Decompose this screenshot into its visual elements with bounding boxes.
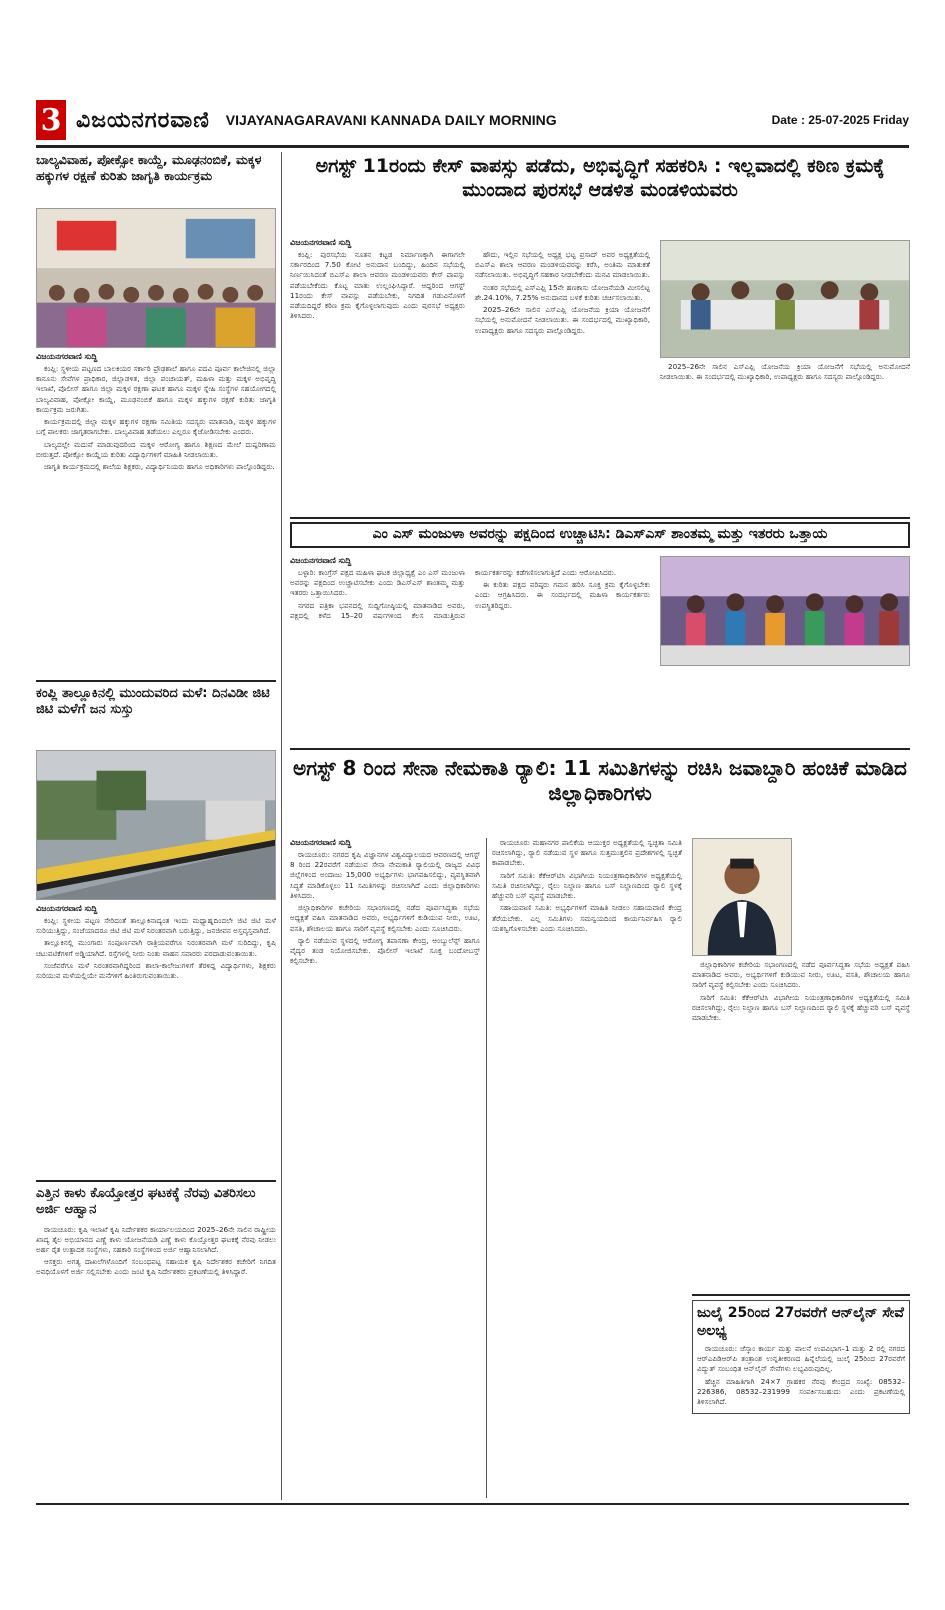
byline: ವಿಜಯನಗರವಾಣಿ ಸುದ್ದಿ <box>290 556 352 565</box>
paragraph: ಹೆಚ್ಚಿನ ಮಾಹಿತಿಗಾಗಿ 24×7 ಗ್ರಾಹಕರ ನೆರವು ಕೇಂದ್ರದ ಸಂಖ್ಯೆ: 08532–226386, 08532–231999 ಸಂಪರ್ಕಿಸಬಹುದು ಎಂದು ಪ್ರಕಟಣೆಯಲ್ಲಿ ತಿಳಿಸಲಾಗಿದೆ. <box>697 1376 905 1407</box>
divider <box>36 1180 276 1182</box>
story-lead-body <box>290 238 650 336</box>
paper-name-kannada: ವಿಜಯನಗರವಾಣಿ <box>76 107 210 133</box>
paragraph: ಕಂಪ್ಲಿ: ಸ್ಥಳೀಯ ಪಟ್ಟಣ ಸೇರಿದಂತೆ ತಾಲ್ಲೂಕಿನಾದ್ಯಂತ ಇಂದು ಮಧ್ಯಾಹ್ನದಿಂದಲೇ ಜಿಟಿ ಜಿಟಿ ಮಳೆ ಸುರಿಯುತ್ತಿದ್ದು, ಸಂಜೆಯಾದರೂ ಜಿಟಿ ಜಿಟಿ ಮಳೆ ನಿರಂತರವಾಗಿ ಬರುತ್ತಿದ್ದು, ಜನಜೀವನ ಅಸ್ತವ್ಯಸ್ತವಾಗಿದೆ. <box>36 916 276 936</box>
issue-date: Date : 25-07-2025 Friday <box>771 113 909 127</box>
page-number: 3 <box>36 100 66 140</box>
paragraph: 2025–26ನೇ ಸಾಲಿನ ಎಸ್ಎಫ್ಸಿ ಯೋಜನೆಯ ಕ್ರಿಯಾ ಯೋಜನೆಗೆ ಸಭೆಯಲ್ಲಿ ಅನುಮೋದನೆ ನೀಡಲಾಯಿತು. ಈ ಸಂದರ್ಭದಲ್ಲಿ ಮುಖ್ಯಾಧಿಕಾರಿ, ಉಪಾಧ್ಯಕ್ಷರು ಹಾಗೂ ಸದಸ್ಯರು ಪಾಲ್ಗೊಂಡಿದ್ದರು. <box>660 362 910 382</box>
story-rain-body <box>36 904 276 983</box>
paragraph: ಈ ಕುರಿತು ಪಕ್ಷದ ವರಿಷ್ಠರು ಗಮನ ಹರಿಸಿ ಸೂಕ್ತ ಕ್ರಮ ಕೈಗೊಳ್ಳಬೇಕು ಎಂದು ಆಗ್ರಹಿಸಿದರು. ಈ ಸಂದರ್ಭದಲ್ಲಿ ಮಹಿಳಾ ಕಾರ್ಯಕರ್ತರು ಉಪಸ್ಥಿತರಿದ್ದರು. <box>475 580 650 610</box>
paragraph: ಜಿಲ್ಲಾಧಿಕಾರಿಗಳ ಕಚೇರಿಯ ಸಭಾಂಗಣದಲ್ಲಿ ನಡೆದ ಪೂರ್ವಸಿದ್ಧತಾ ಸಭೆಯ ಅಧ್ಯಕ್ಷತೆ ವಹಿಸಿ ಮಾತನಾಡಿದ ಅವರು, ಅಭ್ಯರ್ಥಿಗಳಿಗೆ ಕುಡಿಯುವ ನೀರು, ಊಟ, ವಸತಿ, ಶೌಚಾಲಯ ಹಾಗೂ ಸಾರಿಗೆ ವ್ಯವಸ್ಥೆ ಕಲ್ಪಿಸಬೇಕು ಎಂದು ಸೂಚಿಸಿದರು. <box>692 960 910 990</box>
story-online <box>692 1300 910 1414</box>
photo-press-meet <box>660 556 910 666</box>
story-rally-col-2 <box>492 838 682 936</box>
paragraph: ನಗರದ ಪತ್ರಿಕಾ ಭವನದಲ್ಲಿ ಸುದ್ದಿಗೋಷ್ಠಿಯಲ್ಲಿ ಮಾತನಾಡಿದ ಅವರು, ಪಕ್ಷದಲ್ಲಿ ಕಳೆದ 15–20 ವರ್ಷಗಳಿಂದ ಕೆಲಸ ಮಾಡುತ್ತಿರುವ ಕಾರ್ಯಕರ್ತರನ್ನು ಕಡೆಗಣಿಸಲಾಗುತ್ತಿದೆ ಎಂದು ಆರೋಪಿಸಿದರು. <box>290 568 617 620</box>
story-manjula <box>290 522 910 548</box>
story-rally <box>290 756 910 806</box>
headline: ಕಂಪ್ಲಿ ತಾಲ್ಲೂಕಿನಲ್ಲಿ ಮುಂದುವರಿದ ಮಳೆ: ದಿನವಿಡೀ ಜಿಟಿ ಜಿಟಿ ಮಳೆಗೆ ಜನ ಸುಸ್ತು <box>36 686 270 718</box>
headline: ಅಗಸ್ಟ್ 8 ರಿಂದ ಸೇನಾ ನೇಮಕಾತಿ ರ್‍ಯಾಲಿ: 11 ಸಮಿತಿಗಳನ್ನು ರಚಿಸಿ ಜವಾಬ್ದಾರಿ ಹಂಚಿಕೆ ಮಾಡಿದ ಜಿಲ್ಲಾಧಿಕಾರಿಗಳು <box>293 756 907 805</box>
photo-awareness-program <box>36 208 276 348</box>
headline: ಅಗಸ್ಟ್ 11ರಂದು ಕೇಸ್ ವಾಪಸ್ಸು ಪಡೆದು, ಅಭಿವೃದ್ಧಿಗೆ ಸಹಕರಿಸಿ : ಇಲ್ಲವಾದಲ್ಲಿ ಕಠಿಣ ಕ್ರಮಕ್ಕೆ ಮುಂದಾದ ಪುರಸಭೆ ಆಡಳಿತ ಮಂಡಳಿಯವರು <box>315 155 885 201</box>
paragraph: ರ್‍ಯಾಲಿ ನಡೆಯುವ ಸ್ಥಳದಲ್ಲಿ ಆರೋಗ್ಯ ತಪಾಸಣಾ ಕೇಂದ್ರ, ಆಂಬ್ಯುಲೆನ್ಸ್ ಹಾಗೂ ವೈದ್ಯರ ತಂಡ ನಿಯೋಜಿಸಬೇಕು. ಪೊಲೀಸ್ ಇಲಾಖೆ ಸೂಕ್ತ ಬಂದೋಬಸ್ತ್ ಕಲ್ಪಿಸಬೇಕು. <box>290 935 480 966</box>
divider <box>290 748 910 750</box>
headline: ಎತ್ತಿನ ಕಾಳು ಕೊಯ್ತೋತ್ತರ ಘಟಕಕ್ಕೆ ನೆರವು ವಿತರಿಸಲು ಅರ್ಜಿ ಆಹ್ವಾನ <box>36 1186 256 1218</box>
paragraph: ಹೌದು, ಇಲ್ಲಿನ ಸಭೆಯಲ್ಲಿ ಅಧ್ಯಕ್ಷ ಭಟ್ಟ ಪ್ರಸಾದ್ ಅವರ ಅಧ್ಯಕ್ಷತೆಯಲ್ಲಿ ಬಿಎಸ್ಎ ಶಾಲಾ ಆವರಣ ಮಂಡಳಿಯವರನ್ನು ಕರೆಸಿ, ಅಂತಿಮ ಮಾತುಕತೆ ನಡೆಸಲಾಯಿತು. ಅಭಿವೃದ್ಧಿಗೆ ಸಹಕಾರ ನೀಡಬೇಕೆಂದು ಮನವಿ ಮಾಡಲಾಯಿತು. <box>475 250 650 280</box>
story-oxen <box>36 1186 276 1280</box>
paper-name-english: VIJAYANAGARAVANI KANNADA DAILY MORNING <box>225 112 557 128</box>
byline: ವಿಜಯನಗರವಾಣಿ ಸುದ್ದಿ <box>290 838 352 847</box>
column-divider <box>486 838 487 1498</box>
byline: ವಿಜಯನಗರವಾಣಿ ಸುದ್ದಿ <box>36 904 98 913</box>
paragraph: 2025–26ನೇ ಸಾಲಿನ ಎಸ್ಎಫ್ಸಿ ಯೋಜನೆಯ ಕ್ರಿಯಾ ಯೋಜನೆಗೆ ಸಭೆಯಲ್ಲಿ ಅನುಮೋದನೆ ನೀಡಲಾಯಿತು. ಈ ಸಂದರ್ಭದಲ್ಲಿ ಮುಖ್ಯಾಧಿಕಾರಿ, ಉಪಾಧ್ಯಕ್ಷರು ಹಾಗೂ ಸದಸ್ಯರು ಪಾಲ್ಗೊಂಡಿದ್ದರು. <box>475 305 650 335</box>
column-divider <box>281 152 282 1500</box>
masthead-rule <box>36 145 909 148</box>
photo-council-meeting <box>660 240 910 358</box>
paragraph: ಬಳ್ಳಾರಿ: ಕಾಂಗ್ರೆಸ್ ಪಕ್ಷದ ಮಹಿಳಾ ಘಟಕ ಜಿಲ್ಲಾಧ್ಯಕ್ಷೆ ಎಂ ಎಸ್ ಮಂಜುಳಾ ಅವರನ್ನು ಪಕ್ಷದಿಂದ ಉಚ್ಚಾಟಿಸಬೇಕು ಎಂದು ಡಿಎಸ್‌ಎಸ್ ಶಾಂತಮ್ಮ ಮತ್ತು ಇತರರು ಒತ್ತಾಯಿಸಿದರು. <box>290 568 465 598</box>
paragraph: ಆಸಕ್ತರು ಅಗತ್ಯ ದಾಖಲೆಗಳೊಂದಿಗೆ ಸಂಬಂಧಪಟ್ಟ ಸಹಾಯಕ ಕೃಷಿ ನಿರ್ದೇಶಕರ ಕಚೇರಿಗೆ ನಿಗದಿತ ಅವಧಿಯೊಳಗೆ ಅರ್ಜಿ ಸಲ್ಲಿಸಬೇಕು ಎಂದು ಜಂಟಿ ಕೃಷಿ ನಿರ್ದೇಶಕರು ಪ್ರಕಟಣೆಯಲ್ಲಿ ತಿಳಿಸಿದ್ದಾರೆ. <box>36 1257 276 1277</box>
paragraph: ಕಂಪ್ಲಿ: ಪುರಸಭೆಯ ನೂತನ ಕಟ್ಟಡ ನಿರ್ಮಾಣಕ್ಕಾಗಿ ಈಗಾಗಲೇ ಸರ್ಕಾರದಿಂದ 7.50 ಕೋಟಿ ಅನುದಾನ ಬಂದಿದ್ದು, ಹಿಂದಿನ ಸಭೆಯಲ್ಲಿ ನಿರ್ಣಯಿಸಿದಂತೆ ಬಿಎಸ್ಎ ಶಾಲಾ ಆವರಣ ಮಂಡಳಿಯವರು ಕೇಸ್ ವಾಪಸ್ಸು ಪಡೆಯಬೇಕೆಂದು ಕೊಟ್ಟ ಮಾತು ಉಲ್ಲಂಘಿಸಿದ್ದಾರೆ. ಆದ್ದರಿಂದ ಆಗಸ್ಟ್ 11ರಂದು ಕೇಸ್ ವಾಪಸ್ಸು ಪಡೆಯಬೇಕು, ನಿಗದಿತ ಗಡುವಿನೊಳಗೆ ಪಡೆಯದಿದ್ದರೆ ಕಠಿಣ ಕ್ರಮ ಕೈಗೊಳ್ಳಲಾಗುವುದು ಎಂದು ಪುರಸಭೆ ಅಧ್ಯಕ್ಷರು ತಿಳಿಸಿದರು. <box>290 250 465 321</box>
paragraph: ಸಾರಿಗೆ ಸಮಿತಿ: ಕೆಕೆಆರ್‌ಟಿಸಿ ವಿಭಾಗೀಯ ನಿಯಂತ್ರಣಾಧಿಕಾರಿಗಳ ಅಧ್ಯಕ್ಷತೆಯಲ್ಲಿ ಸಮಿತಿ ರಚಿಸಲಾಗಿದ್ದು, ರೈಲು ನಿಲ್ದಾಣ ಹಾಗೂ ಬಸ್ ನಿಲ್ದಾಣದಿಂದ ರ್‍ಯಾಲಿ ಸ್ಥಳಕ್ಕೆ ಹೆಚ್ಚುವರಿ ಬಸ್ ವ್ಯವಸ್ಥೆ ಮಾಡಬೇಕು. <box>492 870 682 901</box>
story-lead <box>290 155 910 203</box>
paragraph: ರಾಯಚೂರು ಮಹಾನಗರ ಪಾಲಿಕೆಯ ಆಯುಕ್ತರ ಅಧ್ಯಕ್ಷತೆಯಲ್ಲಿ ಸ್ವಚ್ಛತಾ ಸಮಿತಿ ರಚಿಸಲಾಗಿದ್ದು, ರ್‍ಯಾಲಿ ನಡೆಯುವ ಸ್ಥಳ ಹಾಗೂ ಸುತ್ತಮುತ್ತಲಿನ ಪ್ರದೇಶಗಳಲ್ಲಿ ಸ್ವಚ್ಛತೆ ಕಾಪಾಡಬೇಕು. <box>492 838 682 868</box>
paragraph: ಕಾರ್ಯಕ್ರಮದಲ್ಲಿ ಜಿಲ್ಲಾ ಮಕ್ಕಳ ಹಕ್ಕುಗಳ ರಕ್ಷಣಾ ಸಮಿತಿಯ ಸದಸ್ಯರು ಮಾತನಾಡಿ, ಮಕ್ಕಳ ಹಕ್ಕುಗಳ ಬಗ್ಗೆ ಪಾಲಕರು ಜಾಗೃತರಾಗಬೇಕು. ಬಾಲ್ಯವಿವಾಹ ತಡೆಯಲು ಎಲ್ಲರೂ ಕೈಜೋಡಿಸಬೇಕು ಎಂದರು. <box>36 417 276 437</box>
paragraph: ರಾಯಚೂರು: ನಗರದ ಕೃಷಿ ವಿಜ್ಞಾನಗಳ ವಿಶ್ವವಿದ್ಯಾಲಯದ ಆವರಣದಲ್ಲಿ ಆಗಸ್ಟ್ 8 ರಿಂದ 22ರವರೆಗೆ ನಡೆಯುವ ಸೇನಾ ನೇಮಕಾತಿ ರ್‍ಯಾಲಿಯಲ್ಲಿ ರಾಜ್ಯದ ವಿವಿಧ ಜಿಲ್ಲೆಗಳಿಂದ ಅಂದಾಜು 15,000 ಅಭ್ಯರ್ಥಿಗಳು ಭಾಗವಹಿಸಲಿದ್ದು, ವ್ಯವಸ್ಥಿತವಾಗಿ ಸಿದ್ಧತೆ ಮಾಡಿಕೊಳ್ಳಲು 11 ಸಮಿತಿಗಳನ್ನು ರಚಿಸಲಾಗಿದೆ ಎಂದು ಜಿಲ್ಲಾಧಿಕಾರಿಗಳು ತಿಳಿಸಿದರು. <box>290 850 480 900</box>
divider <box>692 1294 910 1296</box>
paragraph: ಕಂಪ್ಲಿ: ಸ್ಥಳೀಯ ಪಟ್ಟಣದ ಬಾಲಕಿಯರ ಸರ್ಕಾರಿ ಪ್ರೌಢಶಾಲೆ ಹಾಗೂ ಪದವಿ ಪೂರ್ವ ಕಾಲೇಜಿನಲ್ಲಿ ಜಿಲ್ಲಾ ಕಾನೂನು ಸೇವೆಗಳ ಪ್ರಾಧಿಕಾರ, ಜಿಲ್ಲಾಡಳಿತ, ಜಿಲ್ಲಾ ಪಂಚಾಯತ್, ಮಹಿಳಾ ಮತ್ತು ಮಕ್ಕಳ ಅಭಿವೃದ್ಧಿ ಇಲಾಖೆ, ಪೊಲೀಸ್ ಹಾಗೂ ಜಿಲ್ಲಾ ಮಕ್ಕಳ ರಕ್ಷಣಾ ಘಟಕ ಹಾಗೂ ಮಕ್ಕಳ ಸ್ನೇಹಿ ಸಂಸ್ಥೆಗಳ ಸಹಯೋಗದಲ್ಲಿ ಬಾಲ್ಯವಿವಾಹ, ಪೋಕ್ಸೋ ಕಾಯ್ದೆ, ಮೂಢನಂಬಿಕೆ ಹಾಗೂ ಮಕ್ಕಳ ಹಕ್ಕುಗಳ ರಕ್ಷಣೆ ಕುರಿತು ಜಾಗೃತಿ ಕಾರ್ಯಕ್ರಮ ಜರುಗಿತು. <box>36 364 276 414</box>
paragraph: ನಂತರ ಸಭೆಯಲ್ಲಿ ಎಸ್ಎಫ್ಸಿ 15ನೇ ಹಣಕಾಸು ಯೋಜನೆಯಡಿ ಮೀಸಲಿಟ್ಟ ಶೇ.24.10%, 7.25% ಅನುದಾನದ ಬಳಕೆ ಕುರಿತು ಚರ್ಚಿಸಲಾಯಿತು. <box>475 282 650 302</box>
paragraph: ಜಿಲ್ಲಾಧಿಕಾರಿಗಳ ಕಚೇರಿಯ ಸಭಾಂಗಣದಲ್ಲಿ ನಡೆದ ಪೂರ್ವಸಿದ್ಧತಾ ಸಭೆಯ ಅಧ್ಯಕ್ಷತೆ ವಹಿಸಿ ಮಾತನಾಡಿದ ಅವರು, ಅಭ್ಯರ್ಥಿಗಳಿಗೆ ಕುಡಿಯುವ ನೀರು, ಊಟ, ವಸತಿ, ಶೌಚಾಲಯ ಹಾಗೂ ಸಾರಿಗೆ ವ್ಯವಸ್ಥೆ ಕಲ್ಪಿಸಬೇಕು ಎಂದು ಸೂಚಿಸಿದರು. <box>290 903 480 933</box>
footer-rule <box>36 1503 909 1505</box>
story-lead-side <box>660 362 910 384</box>
paragraph: ಸಹಾಯವಾಣಿ ಸಮಿತಿ: ಅಭ್ಯರ್ಥಿಗಳಿಗೆ ಮಾಹಿತಿ ನೀಡಲು ಸಹಾಯವಾಣಿ ಕೇಂದ್ರ ತೆರೆಯಬೇಕು. ಎಲ್ಲ ಸಮಿತಿಗಳು ಸಮನ್ವಯದಿಂದ ಕಾರ್ಯನಿರ್ವಹಿಸಿ ರ್‍ಯಾಲಿ ಯಶಸ್ವಿಗೊಳಿಸಬೇಕು ಎಂದು ಸೂಚಿಸಿದರು. <box>492 903 682 933</box>
headline: ಎಂ ಎಸ್ ಮಂಜುಳಾ ಅವರನ್ನು ಪಕ್ಷದಿಂದ ಉಚ್ಚಾಟಿಸಿ: ಡಿಎಸ್‌ಎಸ್ ಶಾಂತಮ್ಮ ಮತ್ತು ಇತರರು ಒತ್ತಾಯ <box>290 522 910 548</box>
story-child-marriage <box>36 152 276 183</box>
paragraph: ರಾಯಚೂರು: ಜೆಸ್ಕಾಂ ಕಾರ್ಯ ಮತ್ತು ಪಾಲನೆ ಉಪವಿಭಾಗ–1 ಮತ್ತು 2 ರಲ್ಲಿ ನಗರದ ಆರ್‌ಎಪಿಡಿಆರ್‌ಪಿ ತಂತ್ರಾಂಶ ಉನ್ನತೀಕರಣದ ಹಿನ್ನೆಲೆಯಲ್ಲಿ ಜುಲೈ 25ರಿಂದ 27ರವರೆಗೆ ವಿದ್ಯುತ್ ಸಂಬಂಧಿತ ಆನ್‌ಲೈನ್ ಸೇವೆಗಳು ಲಭ್ಯವಿರುವುದಿಲ್ಲ. <box>697 1344 905 1374</box>
story-child-marriage-body <box>36 352 276 474</box>
paragraph: ರಾಯಚೂರು: ಕೃಷಿ ಇಲಾಖೆ ಕೃಷಿ ನಿರ್ದೇಶಕರ ಕಾರ್ಯಾಲಯದಿಂದ 2025–26ನೇ ಸಾಲಿನ ರಾಷ್ಟ್ರೀಯ ಖಾದ್ಯ ತೈಲ ಅಭಿಯಾನದ ಎಣ್ಣೆ ಕಾಳು ಯೋಜನೆಯಡಿ ಎಣ್ಣೆ ಕಾಳು ಕೊಯ್ತೋತ್ತರ ಘಟಕಕ್ಕೆ ನೆರವು ನೀಡಲು ಅರ್ಹ ರೈತ ಉತ್ಪಾದಕ ಸಂಸ್ಥೆಗಳು, ಸಹಕಾರಿ ಸಂಸ್ಥೆಗಳಿಂದ ಅರ್ಜಿ ಆಹ್ವಾನಿಸಲಾಗಿದೆ. <box>36 1224 276 1254</box>
paragraph: ಸಾರಿಗೆ ಸಮಿತಿ: ಕೆಕೆಆರ್‌ಟಿಸಿ ವಿಭಾಗೀಯ ನಿಯಂತ್ರಣಾಧಿಕಾರಿಗಳ ಅಧ್ಯಕ್ಷತೆಯಲ್ಲಿ ಸಮಿತಿ ರಚಿಸಲಾಗಿದ್ದು, ರೈಲು ನಿಲ್ದಾಣ ಹಾಗೂ ಬಸ್ ನಿಲ್ದಾಣದಿಂದ ರ್‍ಯಾಲಿ ಸ್ಥಳಕ್ಕೆ ಹೆಚ್ಚುವರಿ ಬಸ್ ವ್ಯವಸ್ಥೆ ಮಾಡಬೇಕು. <box>692 992 910 1023</box>
masthead <box>36 98 909 142</box>
headline: ಜುಲೈ 25ರಿಂದ 27ರವರೆಗೆ ಆನ್‌ಲೈನ್ ಸೇವೆ ಅಲಭ್ಯ <box>697 1305 904 1339</box>
paragraph: ಬಾಲ್ಯದಲ್ಲೇ ಮದುವೆ ಮಾಡುವುದರಿಂದ ಮಕ್ಕಳ ಆರೋಗ್ಯ ಹಾಗೂ ಶಿಕ್ಷಣದ ಮೇಲೆ ದುಷ್ಪರಿಣಾಮ ಬೀರುತ್ತದೆ. ಪೋಕ್ಸೋ ಕಾಯ್ದೆಯ ಕುರಿತು ವಿದ್ಯಾರ್ಥಿಗಳಿಗೆ ಮಾಹಿತಿ ನೀಡಲಾಯಿತು. <box>36 439 276 459</box>
divider <box>36 680 276 682</box>
photo-district-commissioner <box>692 838 792 956</box>
divider <box>290 517 910 519</box>
paragraph: ಜಾಗೃತಿ ಕಾರ್ಯಕ್ರಮದಲ್ಲಿ ಶಾಲೆಯ ಶಿಕ್ಷಕರು, ವಿದ್ಯಾರ್ಥಿನಿಯರು ಹಾಗೂ ಅಧಿಕಾರಿಗಳು ಪಾಲ್ಗೊಂಡಿದ್ದರು. <box>44 461 275 471</box>
byline: ವಿಜಯನಗರವಾಣಿ ಸುದ್ದಿ <box>290 238 352 247</box>
photo-rainy-road <box>36 750 276 900</box>
paragraph: ಸಂಜೆವರೆಗೂ ಮಳೆ ನಿರಂತರವಾಗಿದ್ದರಿಂದ ಶಾಲಾ-ಕಾಲೇಜುಗಳಿಗೆ ತೆರಳಿದ್ದ ವಿದ್ಯಾರ್ಥಿಗಳು, ಶಿಕ್ಷಕರು ಸುರಿಯುವ ಮಳೆಯಲ್ಲಿಯೇ ಮನೆಗಳಿಗೆ ಹಿಂತಿರುಗುವಂತಾಯಿತು. <box>36 960 276 981</box>
paragraph: ತಾಲ್ಲೂಕಿನಲ್ಲಿ ಮುಂಗಾರು ಸಂಪೂರ್ಣವಾಗಿ ರಾತ್ರಿಯವರೆಗೂ ನಿರಂತರವಾಗಿ ಮಳೆ ಸುರಿದಿದ್ದು, ಕೃಷಿ ಚಟುವಟಿಕೆಗಳಿಗೆ ಅಡ್ಡಿಯಾಗಿದೆ. ರಸ್ತೆಗಳಲ್ಲಿ ನೀರು ನಿಂತು ವಾಹನ ಸವಾರರು ಪರದಾಡುವಂತಾಯಿತು. <box>36 938 276 958</box>
story-rally-col-3 <box>692 960 910 1025</box>
story-rain <box>36 686 276 719</box>
byline: ವಿಜಯನಗರವಾಣಿ ಸುದ್ದಿ <box>36 352 98 361</box>
headline: ಬಾಲ್ಯವಿವಾಹ, ಪೋಕ್ಸೋ ಕಾಯ್ದೆ, ಮೂಢನಂಬಿಕೆ, ಮಕ್ಕಳ ಹಕ್ಕುಗಳ ರಕ್ಷಣೆ ಕುರಿತು ಜಾಗೃತಿ ಕಾರ್ಯಕ್ರಮ <box>36 152 262 183</box>
story-rally-col-1 <box>290 838 480 968</box>
story-manjula-body <box>290 556 650 621</box>
